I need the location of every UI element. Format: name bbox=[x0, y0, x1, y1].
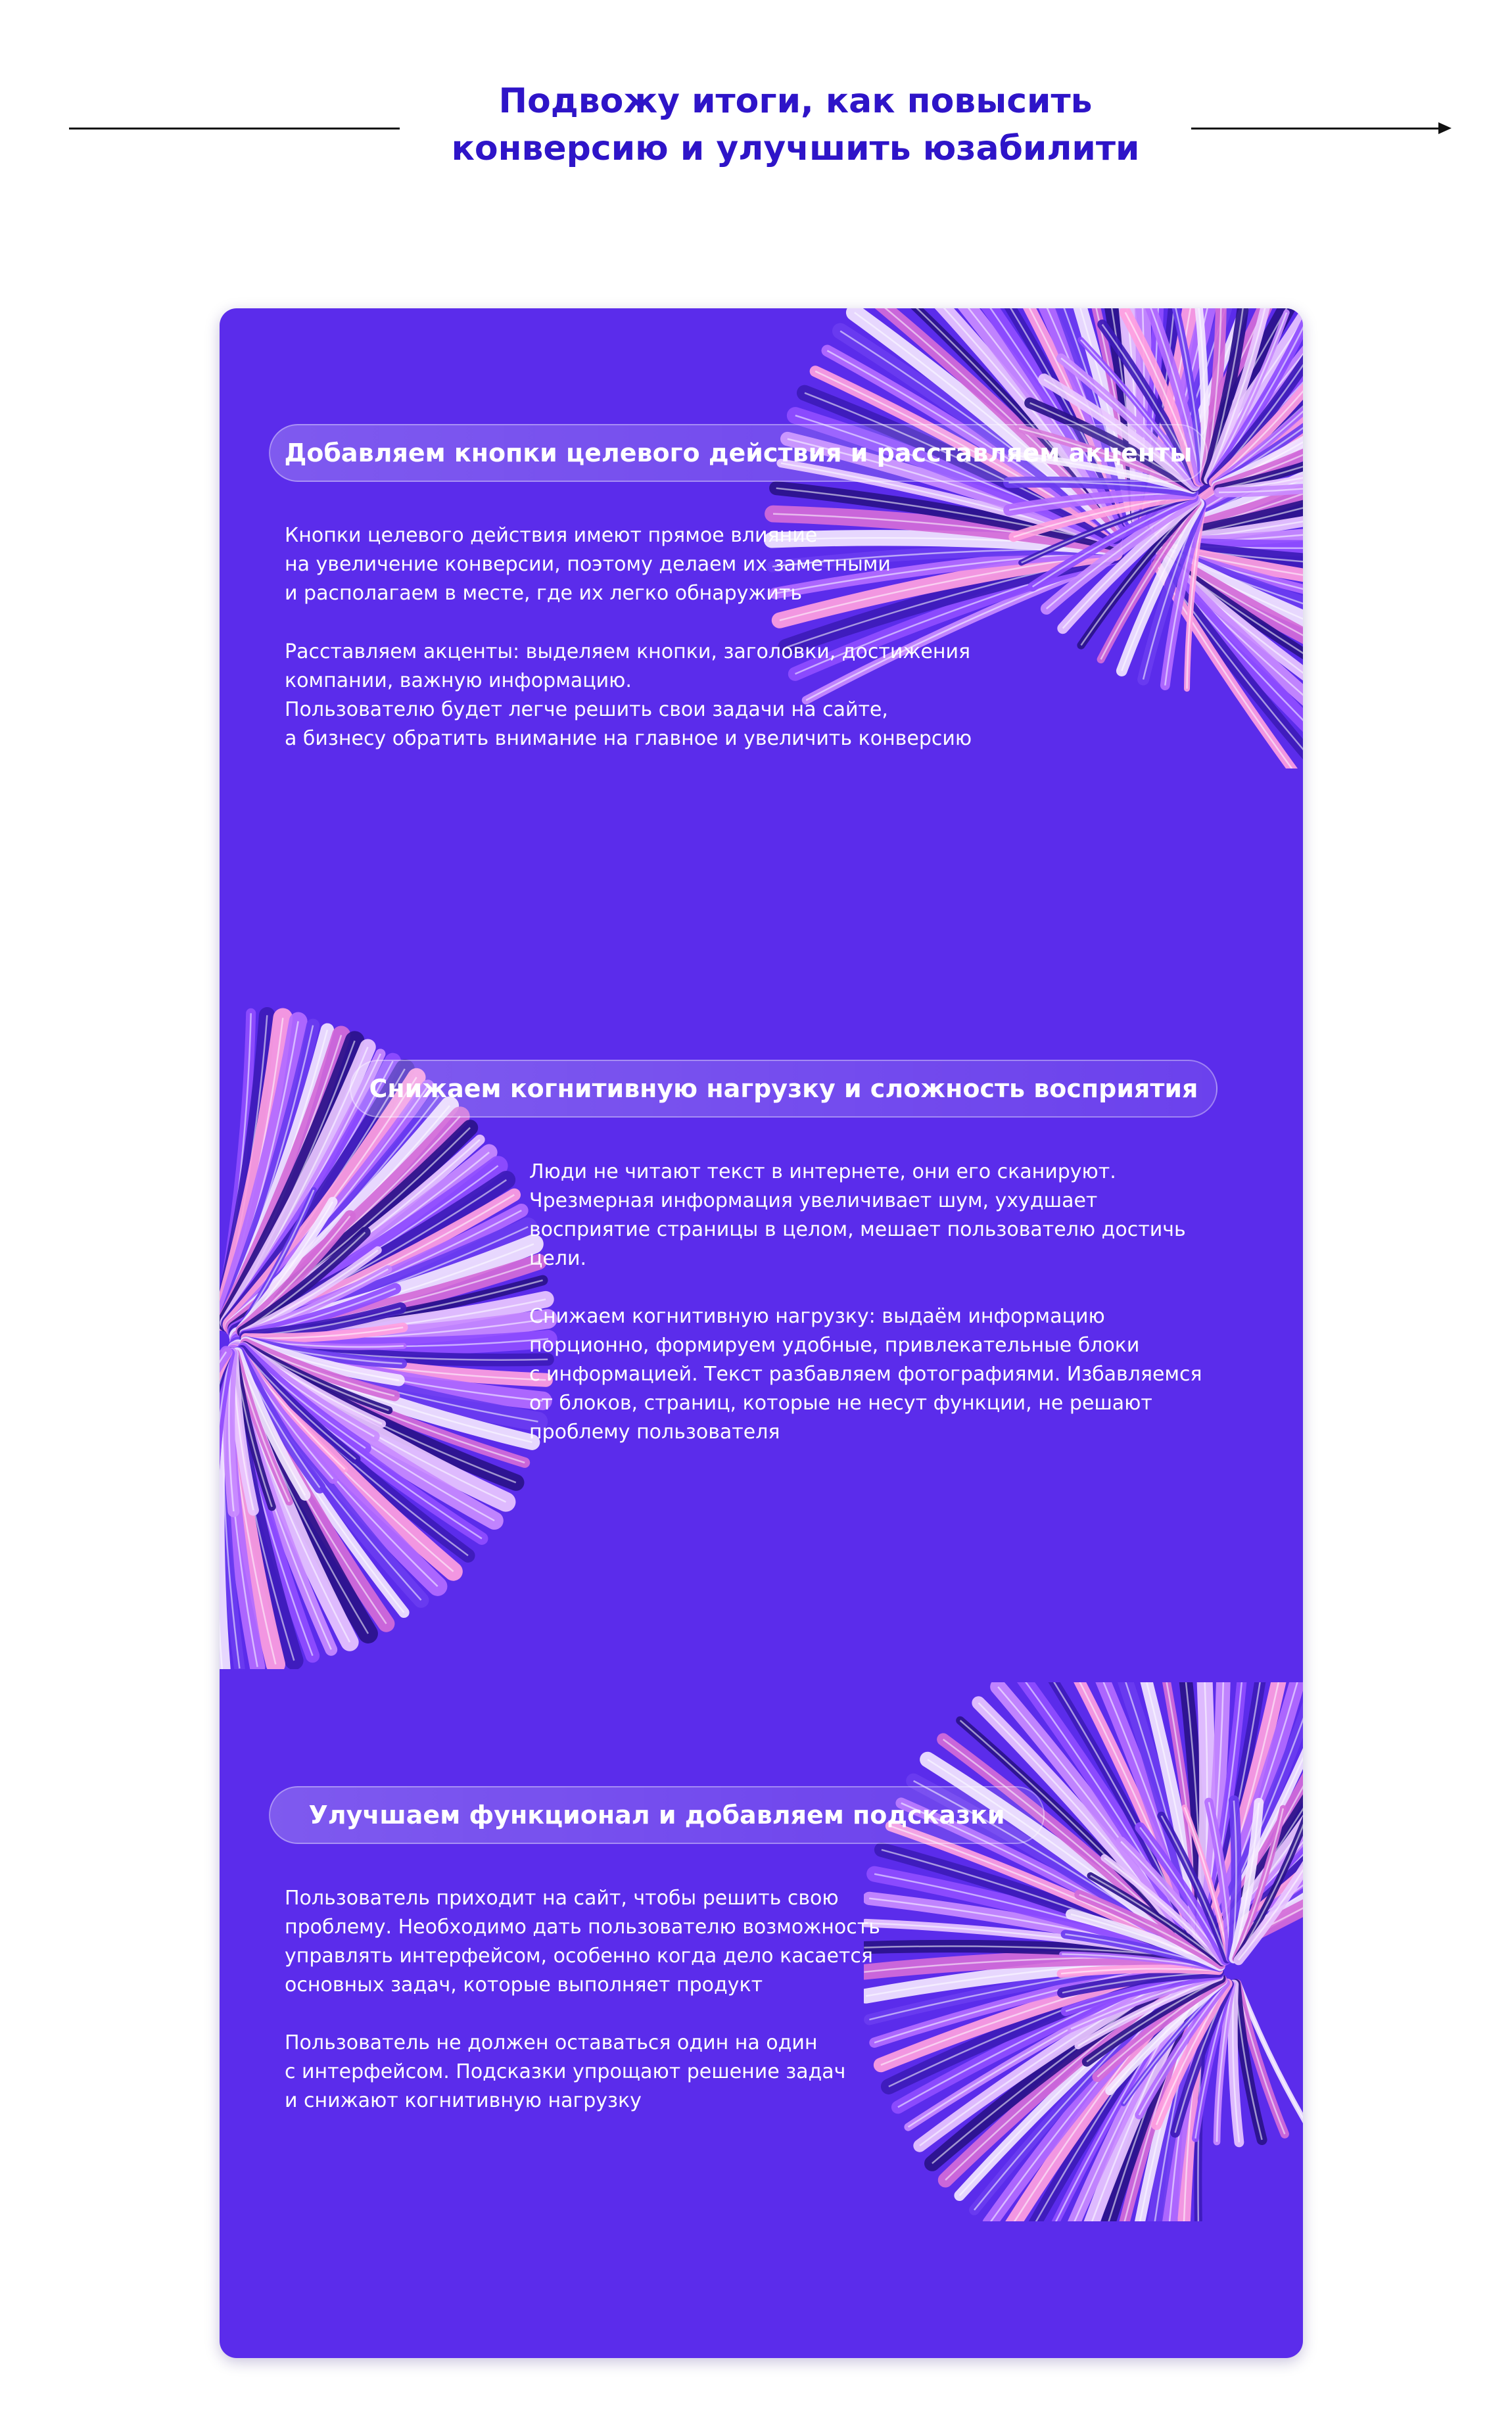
decorative-line-right bbox=[1191, 128, 1444, 130]
section-2-paragraph-1 bbox=[529, 1158, 1265, 1273]
section-2-paragraph-2 bbox=[529, 1302, 1285, 1447]
text-line: Пользователю будет легче решить свои задачи на сайте, bbox=[285, 698, 888, 721]
text-line: цели. bbox=[529, 1247, 587, 1270]
text-line: а бизнесу обратить внимание на главное и увеличить конверсию bbox=[285, 727, 972, 750]
section-heading-functionality: Улучшаем функционал и добавляем подсказки bbox=[269, 1786, 1045, 1844]
text-line: порционно, формируем удобные, привлекательные блоки bbox=[529, 1334, 1140, 1357]
text-line: Чрезмерная информация увеличивает шум, ухудшает bbox=[529, 1189, 1098, 1212]
text-line: и снижают когнитивную нагрузку bbox=[285, 2089, 642, 2112]
text-line: Снижаем когнитивную нагрузку: выдаём информацию bbox=[529, 1305, 1105, 1328]
text-line: проблему. Необходимо дать пользователю возможность bbox=[285, 1916, 880, 1939]
text-line: и располагаем в месте, где их легко обнаружить bbox=[285, 582, 803, 605]
page-title-line-2: конверсию и улучшить юзабилити bbox=[451, 129, 1140, 168]
section-1-paragraph-1 bbox=[285, 521, 1008, 608]
section-3-paragraph-2 bbox=[285, 2029, 975, 2115]
text-line: на увеличение конверсии, поэтому делаем их заметными bbox=[285, 553, 891, 576]
page-title-line-1: Подвожу итоги, как повысить bbox=[498, 82, 1093, 121]
text-line: управлять интерфейсом, особенно когда дело касается bbox=[285, 1945, 873, 1968]
text-line: Расставляем акценты: выделяем кнопки, заголовки, достижения bbox=[285, 640, 971, 663]
text-line: от блоков, страниц, которые не несут функции, не решают bbox=[529, 1392, 1152, 1415]
text-line: Люди не читают текст в интернете, они его сканируют. bbox=[529, 1160, 1116, 1183]
text-line: Пользователь не должен оставаться один на один bbox=[285, 2031, 818, 2054]
section-heading-cta: Добавляем кнопки целевого действия и расставляем акценты bbox=[269, 424, 1208, 482]
text-line: компании, важную информацию. bbox=[285, 669, 632, 692]
text-line: проблему пользователя bbox=[529, 1421, 780, 1444]
text-line: с интерфейсом. Подсказки упрощают решение задач bbox=[285, 2060, 846, 2083]
content-card bbox=[220, 308, 1303, 2358]
text-line: Кнопки целевого действия имеют прямое влияние bbox=[285, 524, 818, 547]
text-line: основных задач, которые выполняет продукт bbox=[285, 1973, 763, 1996]
section-1-paragraph-2 bbox=[285, 638, 1041, 753]
page-title bbox=[421, 78, 1170, 172]
section-3-paragraph-1 bbox=[285, 1884, 975, 2000]
arrow-right-icon bbox=[1438, 122, 1452, 134]
text-line: с информацией. Текст разбавляем фотографиями. Избавляемся bbox=[529, 1363, 1202, 1386]
page-header bbox=[0, 0, 1512, 263]
text-line: восприятие страницы в целом, мешает пользователю достичь bbox=[529, 1218, 1186, 1241]
decorative-line-left bbox=[69, 128, 400, 130]
text-line: Пользователь приходит на сайт, чтобы решить свою bbox=[285, 1887, 839, 1910]
section-heading-cognitive-load: Снижаем когнитивную нагрузку и сложность восприятия bbox=[350, 1060, 1217, 1118]
